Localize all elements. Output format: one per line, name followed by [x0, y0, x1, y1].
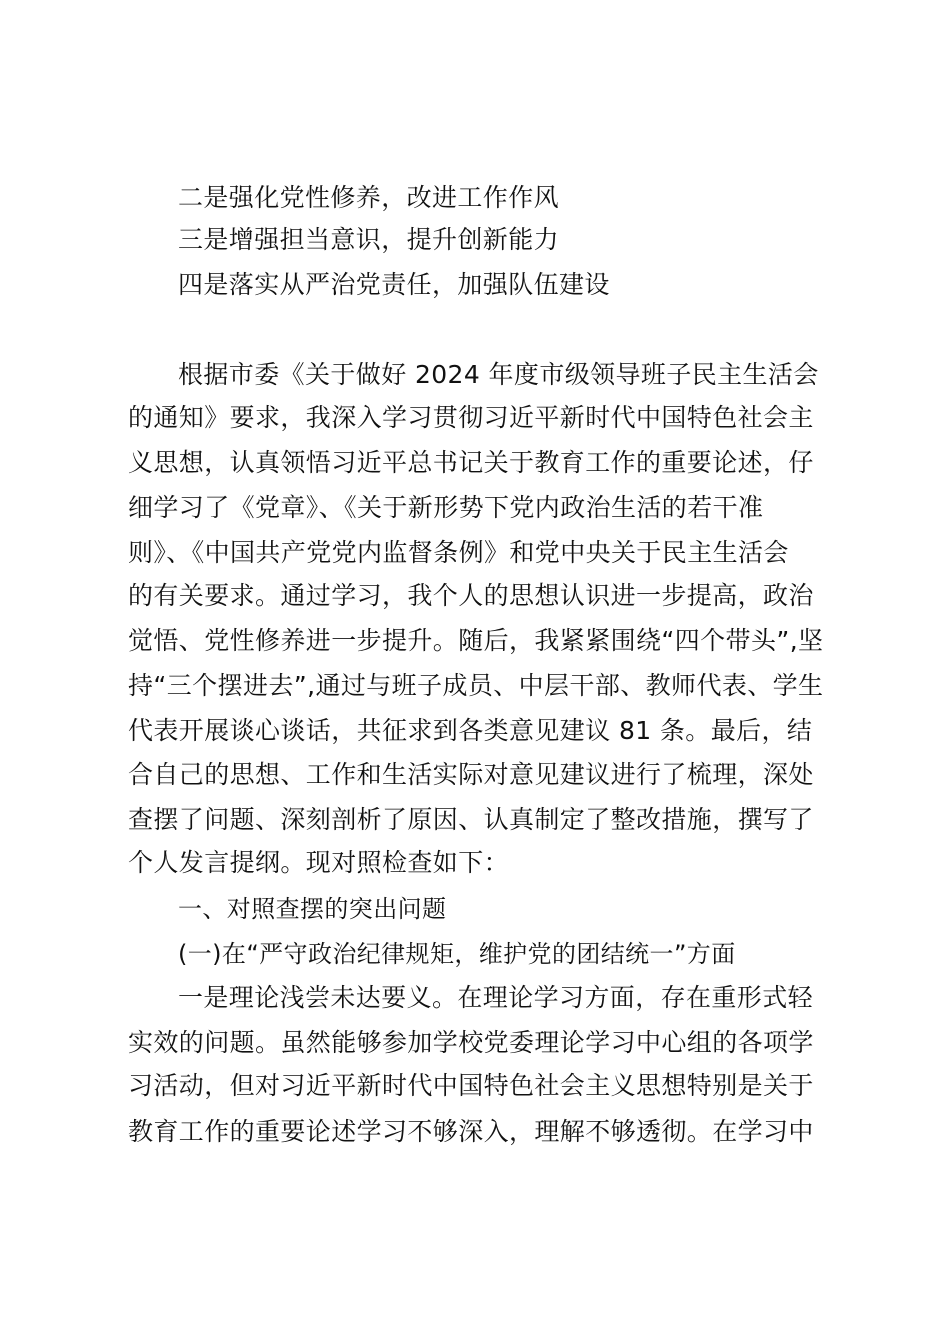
section-heading: 一、对照查摆的突出问题 [178, 895, 447, 923]
subsection-heading: (一)在“严守政治纪律规矩，维护党的团结统一”方面 [178, 940, 736, 968]
body-paragraph-line: 实效的问题。虽然能够参加学校党委理论学习中心组的各项学 [128, 1028, 814, 1057]
body-paragraph-line: 教育工作的重要论述学习不够深入，理解不够透彻。在学习中 [128, 1117, 814, 1146]
intro-paragraph-line: 个人发言提纲。现对照检查如下： [128, 848, 510, 877]
body-paragraph-line: 习活动，但对习近平新时代中国特色社会主义思想特别是关于 [128, 1071, 814, 1100]
body-paragraph-line: 一是理论浅尝未达要义。在理论学习方面，存在重形式轻 [178, 983, 814, 1012]
intro-paragraph-line: 持“三个摆进去”,通过与班子成员、中层干部、教师代表、学生 [128, 671, 824, 700]
intro-paragraph-line: 觉悟、党性修养进一步提升。随后，我紧紧围绕“四个带头”,坚 [128, 626, 824, 655]
intro-paragraph-line: 根据市委《关于做好 2024 年度市级领导班子民主生活会 [178, 360, 819, 389]
intro-paragraph-line: 代表开展谈心谈话，共征求到各类意见建议 81 条。最后，结 [128, 716, 813, 745]
intro-paragraph-line: 查摆了问题、深刻剖析了原因、认真制定了整改措施，撰写了 [128, 805, 814, 834]
outline-item-3: 三是增强担当意识，提升创新能力 [178, 225, 560, 254]
outline-item-2: 二是强化党性修养，改进工作作风 [178, 183, 560, 212]
outline-item-4: 四是落实从严治党责任，加强队伍建设 [178, 270, 610, 299]
intro-paragraph-line: 的有关要求。通过学习，我个人的思想认识进一步提高，政治 [128, 581, 814, 610]
intro-paragraph-line: 义思想，认真领悟习近平总书记关于教育工作的重要论述，仔 [128, 448, 814, 477]
intro-paragraph-line: 则》、《中国共产党党内监督条例》和党中央关于民主生活会 [128, 538, 789, 567]
intro-paragraph-line: 合自己的思想、工作和生活实际对意见建议进行了梳理，深处 [128, 760, 814, 789]
intro-paragraph-line: 的通知》要求，我深入学习贯彻习近平新时代中国特色社会主 [128, 403, 814, 432]
intro-paragraph-line: 细学习了《党章》、《关于新形势下党内政治生活的若干准 [128, 493, 764, 522]
